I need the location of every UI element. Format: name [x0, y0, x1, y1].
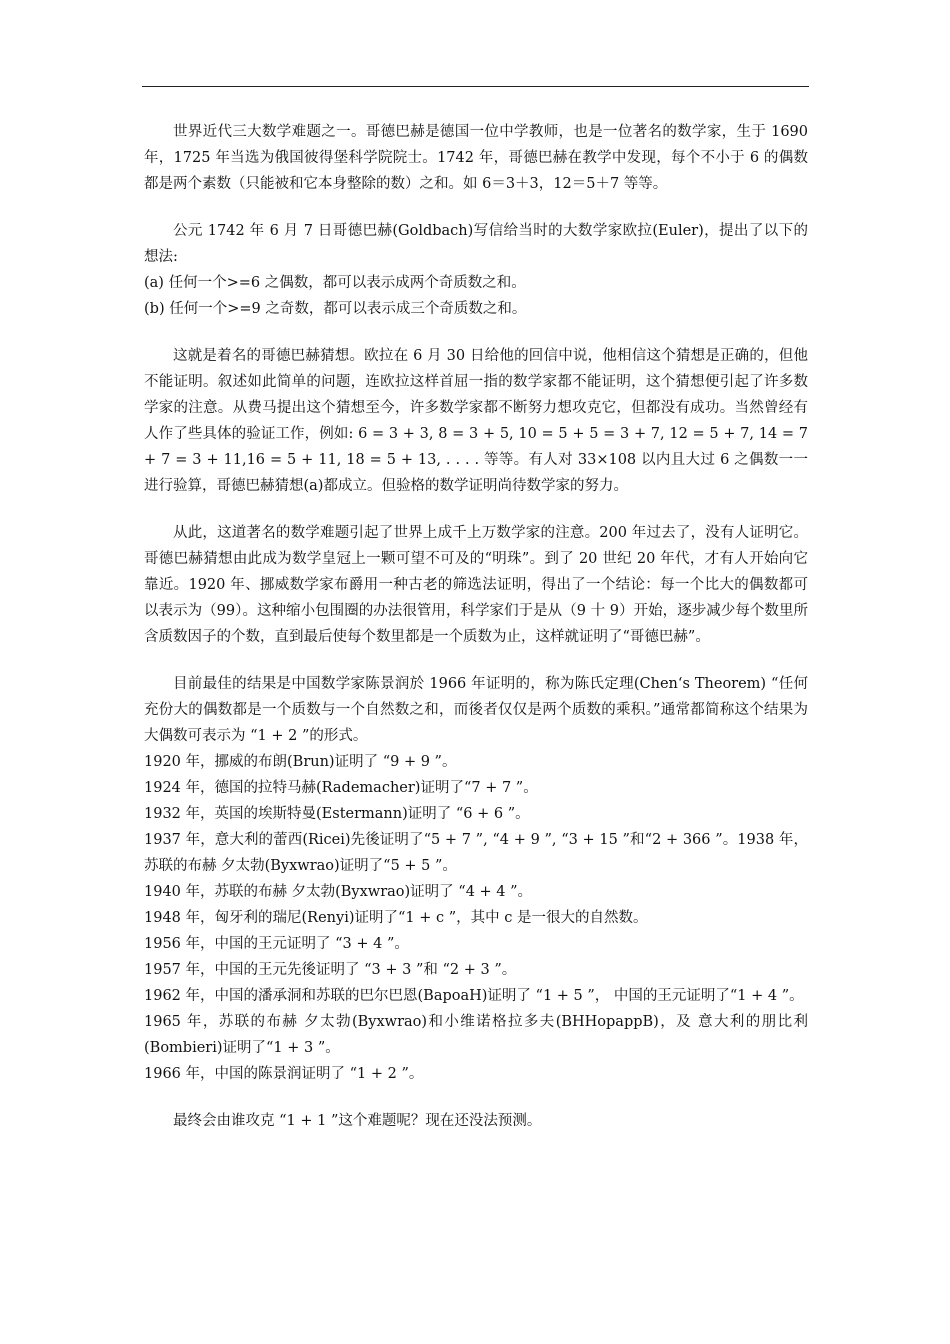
timeline-item: 1937 年，意大利的蕾西(Ricei)先後证明了“5 + 7 ”, “4 + 9 ”, “3 + 15 ”和“2 + 366 ”。1938 年，苏联的布赫 夕太勃(Byxwrao)证明了“5 + 5 ”。	[144, 832, 808, 874]
timeline-item: 1957 年，中国的王元先後证明了 “3 + 3 ”和 “2 + 3 ”。	[144, 962, 517, 978]
paragraph-closing: 最终会由谁攻克 “1 + 1 ”这个难题呢？现在还没法预测。	[173, 1113, 542, 1129]
timeline-item: 1956 年，中国的王元证明了 “3 + 4 ”。	[144, 936, 409, 952]
timeline-item: 1932 年，英国的埃斯特曼(Estermann)证明了 “6 + 6 ”。	[144, 806, 530, 822]
timeline-item: 1940 年，苏联的布赫 夕太勃(Byxwrao)证明了 “4 + 4 ”。	[144, 884, 533, 900]
timeline-item: 1920 年，挪威的布朗(Brun)证明了 “9 + 9 ”。	[144, 754, 457, 770]
timeline-item: 1962 年，中国的潘承洞和苏联的巴尔巴恩(BapoaH)证明了 “1 + 5 ”， 中国的王元证明了“1 + 4 ”。	[144, 988, 804, 1004]
paragraph-chen: 目前最佳的结果是中国数学家陈景润於 1966 年证明的，称为陈氏定理(Chen‘s Theorem) “任何充份大的偶数都是一个质数与一个自然数之和，而後者仅仅是两个质数的乘积。”通常都简称这个结果为大偶数可表示为 “1 + 2 ”的形式。	[144, 676, 808, 744]
timeline-item: 1966 年，中国的陈景润证明了 “1 + 2 ”。	[144, 1066, 424, 1082]
conjecture-b: (b) 任何一个>=9 之奇数，都可以表示成三个奇质数之和。	[144, 301, 527, 317]
paragraph-letter-block	[144, 218, 808, 322]
paragraph-conjecture: 这就是着名的哥德巴赫猜想。欧拉在 6 月 30 日给他的回信中说，他相信这个猜想是正确的，但他不能证明。叙述如此简单的问题，连欧拉这样首屈一指的数学家都不能证明，这个猜想便引起了许多数学家的注意。从费马提出这个猜想至今，许多数学家都不断努力想攻克它，但都没有成功。当然曾经有人作了些具体的验证工作，例如: 6 = 3 + 3, 8 = 3 + 5, 10 = 5 + 5 = 3 + 7, 12 = 5 + 7, 14 = 7 + 7 = 3 + 11,16 = 5 + 11, 18 = 5 + 13, . . . . 等等。有人对 33×108 以内且大过 6 之偶数一一进行验算，哥德巴赫猜想(a)都成立。但验格的数学证明尚待数学家的努力。	[144, 348, 808, 494]
timeline-item: 1924 年，德国的拉特马赫(Rademacher)证明了“7 + 7 ”。	[144, 780, 538, 796]
paragraph-intro: 世界近代三大数学难题之一。哥德巴赫是德国一位中学教师，也是一位著名的数学家，生于 1690 年，1725 年当选为俄国彼得堡科学院院士。1742 年，哥德巴赫在教学中发现，每个不小于 6 的偶数都是两个素数（只能被和它本身整除的数）之和。如 6＝3＋3，12＝5＋7 等等。	[144, 124, 808, 192]
document-body	[144, 119, 808, 1155]
timeline-item: 1965 年，苏联的布赫 夕太勃(Byxwrao)和小维诺格拉多夫(BHHopappB)，及 意大利的朋比利(Bombieri)证明了“1 + 3 ”。	[144, 1014, 808, 1056]
conjecture-a: (a) 任何一个>=6 之偶数，都可以表示成两个奇质数之和。	[144, 275, 526, 291]
paragraph-results-block	[144, 671, 808, 1087]
paragraph-letter: 公元 1742 年 6 月 7 日哥德巴赫(Goldbach)写信给当时的大数学家欧拉(Euler)，提出了以下的想法:	[144, 223, 808, 265]
timeline-item: 1948 年，匈牙利的瑞尼(Renyi)证明了“1 + c ”，其中 c 是一很大的自然数。	[144, 910, 648, 926]
header-rule	[142, 86, 809, 87]
paragraph-history: 从此，这道著名的数学难题引起了世界上成千上万数学家的注意。200 年过去了，没有人证明它。哥德巴赫猜想由此成为数学皇冠上一颗可望不可及的“明珠”。到了 20 世纪 20 年代，才有人开始向它靠近。1920 年、挪威数学家布爵用一种古老的筛选法证明，得出了一个结论：每一个比大的偶数都可以表示为（99）。这种缩小包围圈的办法很管用，科学家们于是从（9 十 9）开始，逐步减少每个数里所含质数因子的个数，直到最后使每个数里都是一个质数为止，这样就证明了“哥德巴赫”。	[144, 525, 808, 645]
